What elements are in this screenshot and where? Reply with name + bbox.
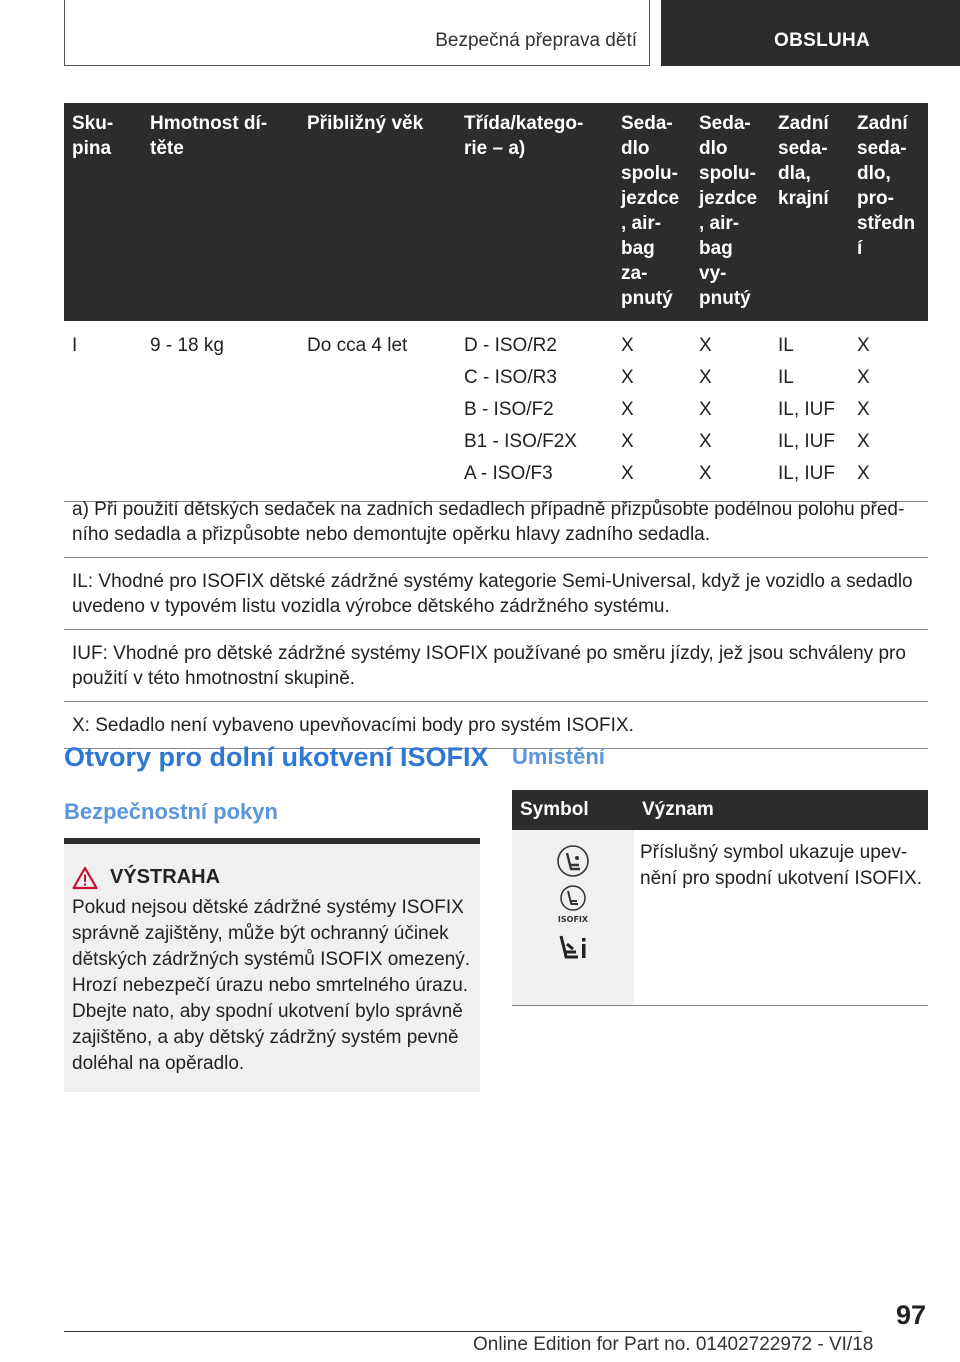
warning-text: Pokud nejsou dětské zádržné systémy ISOFIX správně zajištěny, může být ochranný účinek dětských zádržných systémů ISOFIX omezený. Hrozí nebezpečí úrazu nebo smrtelného úrazu. Dbejte nato, aby spodní ukotvení bylo správně zajištěno, a aby dětský zádržný systém pevně doléhal na opěradlo. <box>72 897 471 1074</box>
cell-value: X <box>857 431 870 452</box>
note-il: IL: Vhodné pro ISOFIX dětské zádržné systémy kategorie Semi-Universal, když je vozidlo a sedadlo uvedeno v typovém listu vozidla výrobce dětského zádržného systému. <box>64 558 928 630</box>
edition-text: Online Edition for Part no. 01402722972 - VI/18 <box>473 1334 874 1355</box>
warning-box <box>64 838 480 1092</box>
note-iuf: IUF: Vhodné pro dětské zádržné systémy ISOFIX používané po směru jízdy, jež jsou schváleny pro použití v této hmotnostní skupině. <box>64 630 928 702</box>
cell-weight: 9 - 18 kg <box>142 321 299 502</box>
cell-value: IL, IUF <box>778 463 836 484</box>
cell-value: B1 - ISO/F2X <box>464 431 577 452</box>
cell-value: X <box>699 335 712 356</box>
th-class: Třída/katego- rie – a) <box>456 103 613 321</box>
th-rear-outer: Zadní seda- dla, krajní <box>770 103 849 321</box>
table-row <box>64 321 928 502</box>
section-heading: Otvory pro dolní ukotvení ISOFIX <box>64 742 489 772</box>
cell-value: X <box>699 431 712 452</box>
cell-value: X <box>857 399 870 420</box>
cell-value: IL, IUF <box>778 431 836 452</box>
symbol-table <box>512 790 928 1006</box>
location-heading: Umístění <box>512 744 605 769</box>
th-group: Sku- pina <box>64 103 142 321</box>
page-number: 97 <box>896 1300 927 1330</box>
cell-value: X <box>857 463 870 484</box>
cell-age: Do cca 4 let <box>299 321 456 502</box>
isofix-table <box>64 103 928 502</box>
section-title: OBSLUHA <box>774 30 871 51</box>
th-passenger-airbag-on: Seda- dlo spolu- jezdce , air- bag za- pnutý <box>613 103 691 321</box>
table-header-row <box>64 103 928 321</box>
safety-subheading: Bezpečnostní pokyn <box>64 799 278 824</box>
th-age: Přibližný věk <box>299 103 456 321</box>
cell-value: X <box>699 367 712 388</box>
cell-group: I <box>64 321 142 502</box>
symbol-cell <box>512 830 634 1005</box>
cell-value: D - ISO/R2 <box>464 335 557 356</box>
footer-divider <box>64 1331 862 1332</box>
chapter-title: Bezpečná přeprava dětí <box>435 30 637 51</box>
cell-rear-middle <box>849 321 928 502</box>
symbol-row <box>512 830 928 1005</box>
note-x: X: Sedadlo není vybaveno upevňovacími body pro systém ISOFIX. <box>64 702 928 749</box>
cell-value: X <box>621 367 634 388</box>
cell-classes <box>456 321 613 502</box>
th-rear-middle: Zadní seda- dlo, pro- středn í <box>849 103 928 321</box>
isofix-label-text: ISOFIX <box>557 915 589 924</box>
cell-value: B - ISO/F2 <box>464 399 554 420</box>
note-a: a) Při použití dětských sedaček na zadních sedadlech případně přizpůsobte podélnou polohu před- ního sedadla a přizpůsobte nebo demontujte opěrku hlavy zadního sedadla. <box>64 486 928 558</box>
isofix-label-icon <box>556 884 590 926</box>
warning-title: VÝSTRAHA <box>110 866 221 888</box>
cell-value: X <box>857 335 870 356</box>
cell-value: IL, IUF <box>778 399 836 420</box>
meaning-cell: Příslušný symbol ukazuje upev- nění pro spodní ukotvení ISOFIX. <box>634 830 928 1005</box>
th-weight: Hmotnost dí- těte <box>142 103 299 321</box>
warning-triangle-icon <box>72 866 98 890</box>
cell-value: X <box>621 463 634 484</box>
th-symbol: Symbol <box>512 790 634 830</box>
symbol-header-row <box>512 790 928 830</box>
isofix-seat-icon <box>556 844 590 878</box>
cell-airbag-off <box>691 321 770 502</box>
cell-value: X <box>621 431 634 452</box>
th-meaning: Význam <box>634 790 928 830</box>
th-passenger-airbag-off: Seda- dlo spolu- jezdce , air- bag vy- pnutý <box>691 103 770 321</box>
cell-value: C - ISO/R3 <box>464 367 557 388</box>
cell-value: IL <box>778 335 794 356</box>
cell-value: X <box>699 399 712 420</box>
cell-value: X <box>621 335 634 356</box>
cell-value: X <box>621 399 634 420</box>
cell-value: A - ISO/F3 <box>464 463 553 484</box>
cell-value: X <box>699 463 712 484</box>
cell-value: IL <box>778 367 794 388</box>
cell-airbag-on <box>613 321 691 502</box>
cell-value: X <box>857 367 870 388</box>
cell-rear-outer <box>770 321 849 502</box>
header-section-box[interactable] <box>661 0 960 66</box>
isofix-info-icon <box>556 932 590 962</box>
table-notes <box>64 486 928 749</box>
header-chapter-box <box>64 0 650 66</box>
